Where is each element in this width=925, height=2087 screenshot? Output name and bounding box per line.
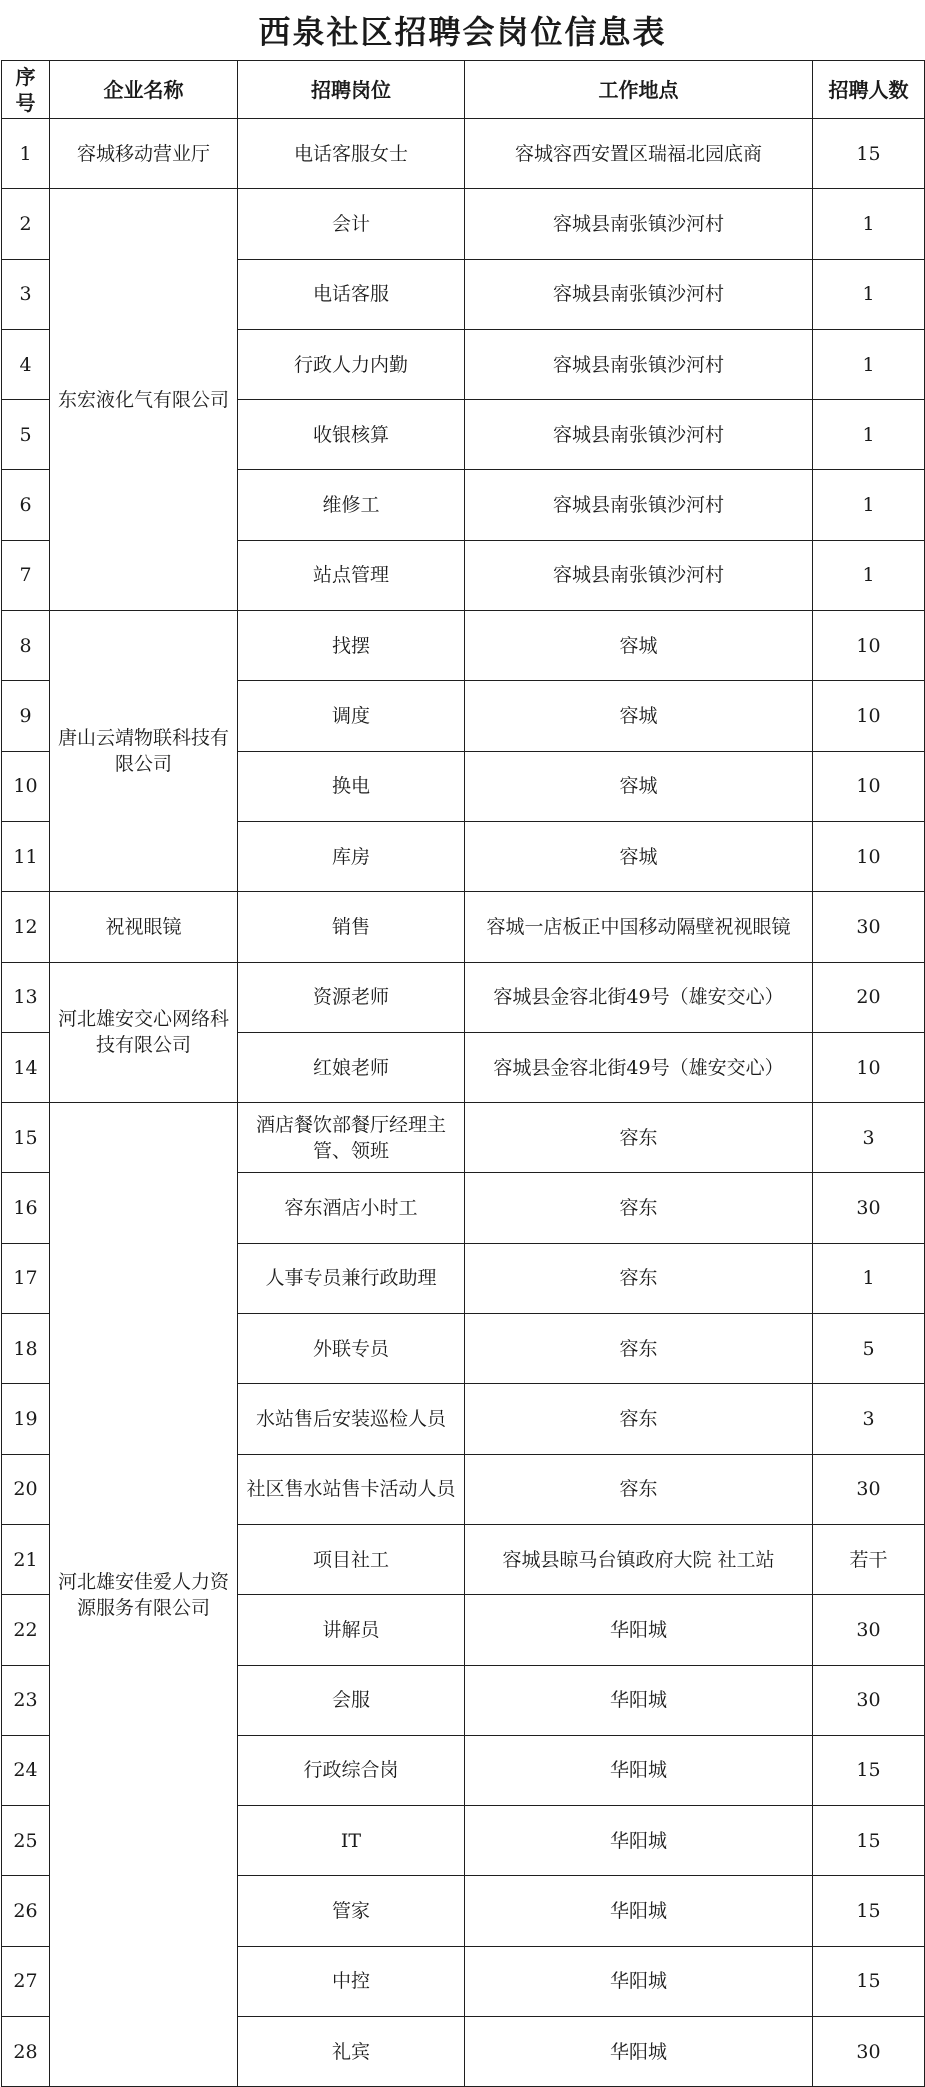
work-location: 容东 xyxy=(465,1173,813,1243)
position-name: 销售 xyxy=(238,892,465,962)
position-name: 中控 xyxy=(238,1946,465,2016)
position-name: 换电 xyxy=(238,751,465,821)
row-number: 23 xyxy=(2,1665,50,1735)
work-location: 华阳城 xyxy=(465,1595,813,1665)
work-location: 华阳城 xyxy=(465,1946,813,2016)
row-number: 20 xyxy=(2,1454,50,1524)
work-location: 容城县南张镇沙河村 xyxy=(465,189,813,259)
position-name: 电话客服女士 xyxy=(238,119,465,189)
position-name: 会计 xyxy=(238,189,465,259)
position-name: 电话客服 xyxy=(238,259,465,329)
work-location: 容城县南张镇沙河村 xyxy=(465,470,813,540)
work-location: 容城一店板正中国移动隔壁祝视眼镜 xyxy=(465,892,813,962)
company-name: 唐山云靖物联科技有限公司 xyxy=(50,611,238,892)
table-row xyxy=(2,611,925,681)
work-location: 容城县南张镇沙河村 xyxy=(465,259,813,329)
header-position: 招聘岗位 xyxy=(238,61,465,119)
work-location: 容城 xyxy=(465,751,813,821)
hire-count: 10 xyxy=(813,1032,925,1102)
row-number: 25 xyxy=(2,1806,50,1876)
header-location: 工作地点 xyxy=(465,61,813,119)
row-number: 19 xyxy=(2,1384,50,1454)
work-location: 华阳城 xyxy=(465,1735,813,1805)
hire-count: 1 xyxy=(813,400,925,470)
work-location: 容城 xyxy=(465,611,813,681)
work-location: 华阳城 xyxy=(465,1665,813,1735)
position-name: 红娘老师 xyxy=(238,1032,465,1102)
position-name: 社区售水站售卡活动人员 xyxy=(238,1454,465,1524)
work-location: 容东 xyxy=(465,1314,813,1384)
row-number: 11 xyxy=(2,821,50,891)
row-number: 21 xyxy=(2,1524,50,1594)
position-name: 人事专员兼行政助理 xyxy=(238,1243,465,1313)
table-row xyxy=(2,1103,925,1173)
row-number: 27 xyxy=(2,1946,50,2016)
hire-count: 3 xyxy=(813,1103,925,1173)
position-name: 找摆 xyxy=(238,611,465,681)
work-location: 容东 xyxy=(465,1384,813,1454)
row-number: 10 xyxy=(2,751,50,821)
hire-count: 1 xyxy=(813,329,925,399)
hire-count: 15 xyxy=(813,1806,925,1876)
work-location: 容城容西安置区瑞福北园底商 xyxy=(465,119,813,189)
hire-count: 30 xyxy=(813,2017,925,2087)
work-location: 容城县金容北街49号（雄安交心） xyxy=(465,962,813,1032)
table-row xyxy=(2,962,925,1032)
row-number: 13 xyxy=(2,962,50,1032)
row-number: 15 xyxy=(2,1103,50,1173)
position-name: 库房 xyxy=(238,821,465,891)
position-name: 容东酒店小时工 xyxy=(238,1173,465,1243)
row-number: 3 xyxy=(2,259,50,329)
table-row xyxy=(2,189,925,259)
position-name: 酒店餐饮部餐厅经理主管、领班 xyxy=(238,1103,465,1173)
company-name: 东宏液化气有限公司 xyxy=(50,189,238,611)
hire-count: 1 xyxy=(813,189,925,259)
work-location: 容城县南张镇沙河村 xyxy=(465,400,813,470)
hire-count: 1 xyxy=(813,1243,925,1313)
position-name: 水站售后安装巡检人员 xyxy=(238,1384,465,1454)
work-location: 容城县晾马台镇政府大院 社工站 xyxy=(465,1524,813,1594)
row-number: 17 xyxy=(2,1243,50,1313)
position-name: 维修工 xyxy=(238,470,465,540)
row-number: 7 xyxy=(2,540,50,610)
job-table xyxy=(1,60,925,2087)
company-name: 河北雄安交心网络科技有限公司 xyxy=(50,962,238,1103)
position-name: 管家 xyxy=(238,1876,465,1946)
hire-count: 30 xyxy=(813,1173,925,1243)
work-location: 容城县南张镇沙河村 xyxy=(465,329,813,399)
hire-count: 1 xyxy=(813,259,925,329)
company-name: 祝视眼镜 xyxy=(50,892,238,962)
position-name: 行政人力内勤 xyxy=(238,329,465,399)
work-location: 容城县金容北街49号（雄安交心） xyxy=(465,1032,813,1102)
hire-count: 1 xyxy=(813,470,925,540)
header-no: 序号 xyxy=(2,61,50,119)
work-location: 容东 xyxy=(465,1454,813,1524)
hire-count: 若干 xyxy=(813,1524,925,1594)
work-location: 容城县南张镇沙河村 xyxy=(465,540,813,610)
position-name: 礼宾 xyxy=(238,2017,465,2087)
hire-count: 1 xyxy=(813,540,925,610)
position-name: 资源老师 xyxy=(238,962,465,1032)
work-location: 容东 xyxy=(465,1243,813,1313)
row-number: 22 xyxy=(2,1595,50,1665)
row-number: 18 xyxy=(2,1314,50,1384)
row-number: 4 xyxy=(2,329,50,399)
work-location: 容城 xyxy=(465,821,813,891)
row-number: 16 xyxy=(2,1173,50,1243)
row-number: 8 xyxy=(2,611,50,681)
hire-count: 3 xyxy=(813,1384,925,1454)
hire-count: 10 xyxy=(813,751,925,821)
position-name: 项目社工 xyxy=(238,1524,465,1594)
position-name: 行政综合岗 xyxy=(238,1735,465,1805)
hire-count: 15 xyxy=(813,1946,925,2016)
hire-count: 20 xyxy=(813,962,925,1032)
hire-count: 15 xyxy=(813,119,925,189)
hire-count: 30 xyxy=(813,1665,925,1735)
work-location: 华阳城 xyxy=(465,2017,813,2087)
work-location: 容东 xyxy=(465,1103,813,1173)
position-name: 收银核算 xyxy=(238,400,465,470)
work-location: 容城 xyxy=(465,681,813,751)
hire-count: 15 xyxy=(813,1876,925,1946)
position-name: IT xyxy=(238,1806,465,1876)
position-name: 站点管理 xyxy=(238,540,465,610)
row-number: 24 xyxy=(2,1735,50,1805)
work-location: 华阳城 xyxy=(465,1876,813,1946)
hire-count: 10 xyxy=(813,681,925,751)
hire-count: 30 xyxy=(813,1454,925,1524)
row-number: 1 xyxy=(2,119,50,189)
hire-count: 5 xyxy=(813,1314,925,1384)
row-number: 2 xyxy=(2,189,50,259)
position-name: 会服 xyxy=(238,1665,465,1735)
page-title: 西泉社区招聘会岗位信息表 xyxy=(258,13,667,51)
table-row xyxy=(2,119,925,189)
row-number: 12 xyxy=(2,892,50,962)
position-name: 外联专员 xyxy=(238,1314,465,1384)
hire-count: 30 xyxy=(813,1595,925,1665)
work-location: 华阳城 xyxy=(465,1806,813,1876)
company-name: 河北雄安佳爱人力资源服务有限公司 xyxy=(50,1103,238,2087)
hire-count: 30 xyxy=(813,892,925,962)
row-number: 28 xyxy=(2,2017,50,2087)
table-row xyxy=(2,892,925,962)
header-count: 招聘人数 xyxy=(813,61,925,119)
row-number: 26 xyxy=(2,1876,50,1946)
hire-count: 10 xyxy=(813,821,925,891)
row-number: 6 xyxy=(2,470,50,540)
row-number: 14 xyxy=(2,1032,50,1102)
position-name: 讲解员 xyxy=(238,1595,465,1665)
position-name: 调度 xyxy=(238,681,465,751)
company-name: 容城移动营业厅 xyxy=(50,119,238,189)
hire-count: 10 xyxy=(813,611,925,681)
row-number: 5 xyxy=(2,400,50,470)
table-header-row xyxy=(2,61,925,119)
hire-count: 15 xyxy=(813,1735,925,1805)
header-company: 企业名称 xyxy=(50,61,238,119)
row-number: 9 xyxy=(2,681,50,751)
